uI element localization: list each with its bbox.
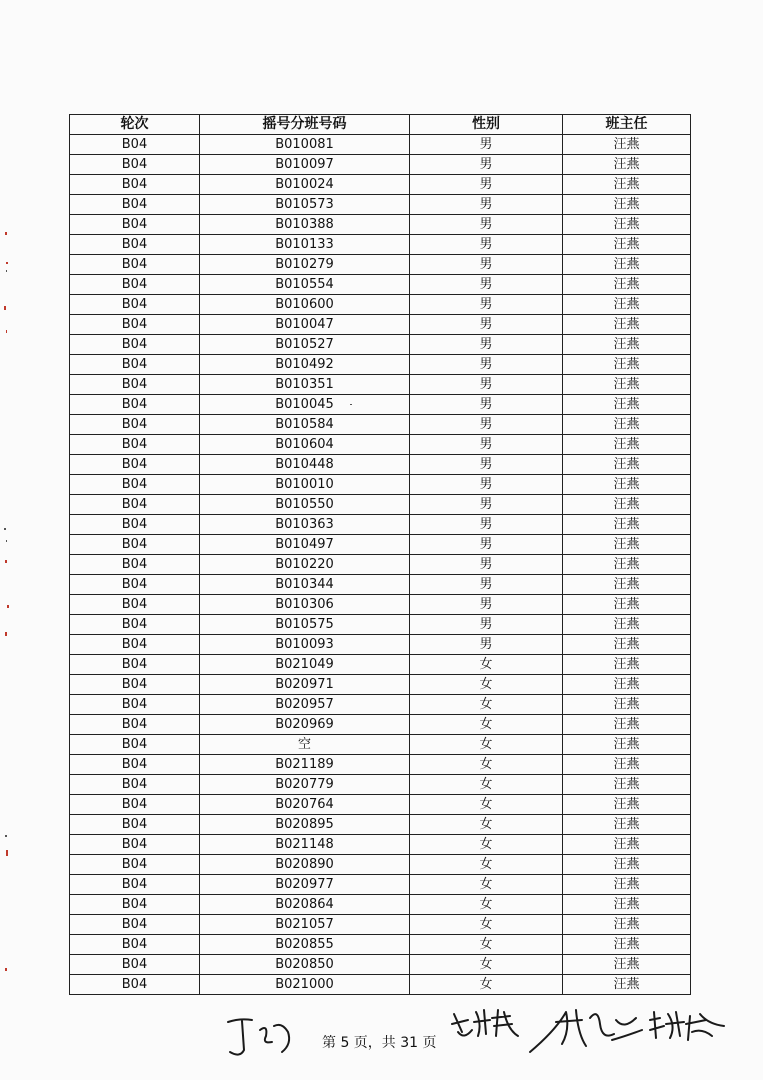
cell-lottery-number: B021000 xyxy=(200,975,410,995)
cell-lottery-number: B020977 xyxy=(200,875,410,895)
cell-round: B04 xyxy=(70,355,200,375)
cell-lottery-number: B010010 xyxy=(200,475,410,495)
cell-gender: 男 xyxy=(410,335,563,355)
cell-head-teacher: 汪燕 xyxy=(563,475,691,495)
cell-lottery-number: B010081 xyxy=(200,135,410,155)
cell-head-teacher: 汪燕 xyxy=(563,715,691,735)
cell-head-teacher: 汪燕 xyxy=(563,555,691,575)
cell-head-teacher: 汪燕 xyxy=(563,235,691,255)
cell-head-teacher: 汪燕 xyxy=(563,415,691,435)
cell-gender: 男 xyxy=(410,495,563,515)
cell-lottery-number: B010093 xyxy=(200,635,410,655)
cell-round: B04 xyxy=(70,475,200,495)
header-head-teacher: 班主任 xyxy=(563,115,691,135)
cell-round: B04 xyxy=(70,735,200,755)
cell-round: B04 xyxy=(70,215,200,235)
cell-gender: 男 xyxy=(410,195,563,215)
cell-lottery-number: B010448 xyxy=(200,455,410,475)
cell-lottery-number: B021148 xyxy=(200,835,410,855)
cell-round: B04 xyxy=(70,535,200,555)
cell-lottery-number: B010306 xyxy=(200,595,410,615)
cell-lottery-number: B020957 xyxy=(200,695,410,715)
cell-gender: 女 xyxy=(410,855,563,875)
cell-lottery-number: B010351 xyxy=(200,375,410,395)
cell-head-teacher: 汪燕 xyxy=(563,635,691,655)
cell-head-teacher: 汪燕 xyxy=(563,955,691,975)
cell-round: B04 xyxy=(70,595,200,615)
cell-round: B04 xyxy=(70,515,200,535)
cell-head-teacher: 汪燕 xyxy=(563,935,691,955)
cell-lottery-number: B020969 xyxy=(200,715,410,735)
cell-lottery-number: B010047 xyxy=(200,315,410,335)
cell-gender: 男 xyxy=(410,375,563,395)
cell-lottery-number: B010554 xyxy=(200,275,410,295)
cell-head-teacher: 汪燕 xyxy=(563,795,691,815)
cell-lottery-number: B020764 xyxy=(200,795,410,815)
cell-lottery-number: B010550 xyxy=(200,495,410,515)
cell-lottery-number: B010133 xyxy=(200,235,410,255)
cell-round: B04 xyxy=(70,755,200,775)
cell-round: B04 xyxy=(70,835,200,855)
cell-round: B04 xyxy=(70,795,200,815)
cell-head-teacher: 汪燕 xyxy=(563,815,691,835)
cell-gender: 女 xyxy=(410,695,563,715)
cell-round: B04 xyxy=(70,295,200,315)
cell-lottery-number: B021049 xyxy=(200,655,410,675)
cell-lottery-number: B010604 xyxy=(200,435,410,455)
cell-round: B04 xyxy=(70,875,200,895)
cell-gender: 女 xyxy=(410,675,563,695)
cell-lottery-number: B010388 xyxy=(200,215,410,235)
cell-lottery-number: B010527 xyxy=(200,335,410,355)
cell-gender: 女 xyxy=(410,735,563,755)
cell-head-teacher: 汪燕 xyxy=(563,895,691,915)
cell-round: B04 xyxy=(70,775,200,795)
cell-head-teacher: 汪燕 xyxy=(563,735,691,755)
cell-head-teacher: 汪燕 xyxy=(563,135,691,155)
cell-gender: 女 xyxy=(410,875,563,895)
cell-round: B04 xyxy=(70,455,200,475)
cell-round: B04 xyxy=(70,615,200,635)
cell-head-teacher: 汪燕 xyxy=(563,335,691,355)
cell-gender: 男 xyxy=(410,595,563,615)
cell-lottery-number: 空 xyxy=(200,735,410,755)
cell-gender: 男 xyxy=(410,275,563,295)
cell-lottery-number: B010600 xyxy=(200,295,410,315)
cell-gender: 女 xyxy=(410,975,563,995)
cell-head-teacher: 汪燕 xyxy=(563,515,691,535)
cell-round: B04 xyxy=(70,195,200,215)
cell-gender: 男 xyxy=(410,515,563,535)
cell-head-teacher: 汪燕 xyxy=(563,455,691,475)
cell-gender: 男 xyxy=(410,395,563,415)
cell-round: B04 xyxy=(70,635,200,655)
cell-gender: 男 xyxy=(410,435,563,455)
cell-gender: 女 xyxy=(410,715,563,735)
cell-gender: 女 xyxy=(410,915,563,935)
cell-head-teacher: 汪燕 xyxy=(563,295,691,315)
cell-lottery-number: B010024 xyxy=(200,175,410,195)
cell-head-teacher: 汪燕 xyxy=(563,915,691,935)
cell-gender: 男 xyxy=(410,315,563,335)
cell-round: B04 xyxy=(70,155,200,175)
cell-gender: 女 xyxy=(410,935,563,955)
cell-gender: 男 xyxy=(410,555,563,575)
cell-head-teacher: 汪燕 xyxy=(563,215,691,235)
cell-head-teacher: 汪燕 xyxy=(563,195,691,215)
cell-head-teacher: 汪燕 xyxy=(563,875,691,895)
cell-gender: 男 xyxy=(410,535,563,555)
cell-gender: 女 xyxy=(410,755,563,775)
page-number: 第 5 页，共 31 页 xyxy=(322,1035,437,1051)
cell-round: B04 xyxy=(70,335,200,355)
cell-round: B04 xyxy=(70,315,200,335)
cell-lottery-number: B010045 xyxy=(200,395,410,415)
cell-head-teacher: 汪燕 xyxy=(563,535,691,555)
cell-lottery-number: B020855 xyxy=(200,935,410,955)
cell-lottery-number: B010573 xyxy=(200,195,410,215)
cell-lottery-number: B020779 xyxy=(200,775,410,795)
cell-gender: 男 xyxy=(410,575,563,595)
cell-round: B04 xyxy=(70,575,200,595)
cell-head-teacher: 汪燕 xyxy=(563,835,691,855)
cell-lottery-number: B010220 xyxy=(200,555,410,575)
cell-round: B04 xyxy=(70,235,200,255)
cell-round: B04 xyxy=(70,395,200,415)
header-lottery-number: 摇号分班号码 xyxy=(200,115,410,135)
cell-gender: 男 xyxy=(410,295,563,315)
cell-head-teacher: 汪燕 xyxy=(563,435,691,455)
cell-head-teacher: 汪燕 xyxy=(563,495,691,515)
cell-round: B04 xyxy=(70,435,200,455)
cell-head-teacher: 汪燕 xyxy=(563,255,691,275)
cell-head-teacher: 汪燕 xyxy=(563,755,691,775)
cell-gender: 男 xyxy=(410,135,563,155)
cell-lottery-number: B020864 xyxy=(200,895,410,915)
cell-lottery-number: B010497 xyxy=(200,535,410,555)
cell-round: B04 xyxy=(70,275,200,295)
cell-lottery-number: B010344 xyxy=(200,575,410,595)
cell-round: B04 xyxy=(70,935,200,955)
cell-round: B04 xyxy=(70,915,200,935)
cell-lottery-number: B010584 xyxy=(200,415,410,435)
cell-gender: 男 xyxy=(410,255,563,275)
cell-head-teacher: 汪燕 xyxy=(563,575,691,595)
cell-round: B04 xyxy=(70,955,200,975)
cell-gender: 女 xyxy=(410,795,563,815)
cell-head-teacher: 汪燕 xyxy=(563,595,691,615)
cell-round: B04 xyxy=(70,255,200,275)
cell-gender: 男 xyxy=(410,455,563,475)
cell-round: B04 xyxy=(70,415,200,435)
header-gender: 性别 xyxy=(410,115,563,135)
cell-head-teacher: 汪燕 xyxy=(563,395,691,415)
cell-round: B04 xyxy=(70,495,200,515)
cell-head-teacher: 汪燕 xyxy=(563,315,691,335)
cell-head-teacher: 汪燕 xyxy=(563,615,691,635)
cell-head-teacher: 汪燕 xyxy=(563,975,691,995)
cell-gender: 男 xyxy=(410,415,563,435)
cell-gender: 女 xyxy=(410,955,563,975)
cell-round: B04 xyxy=(70,135,200,155)
cell-lottery-number: B020895 xyxy=(200,815,410,835)
cell-round: B04 xyxy=(70,975,200,995)
cell-lottery-number: B021189 xyxy=(200,755,410,775)
cell-round: B04 xyxy=(70,815,200,835)
cell-round: B04 xyxy=(70,715,200,735)
cell-head-teacher: 汪燕 xyxy=(563,855,691,875)
cell-head-teacher: 汪燕 xyxy=(563,155,691,175)
cell-gender: 女 xyxy=(410,655,563,675)
cell-head-teacher: 汪燕 xyxy=(563,655,691,675)
cell-round: B04 xyxy=(70,675,200,695)
cell-lottery-number: B010492 xyxy=(200,355,410,375)
cell-gender: 男 xyxy=(410,475,563,495)
cell-lottery-number: B020850 xyxy=(200,955,410,975)
cell-head-teacher: 汪燕 xyxy=(563,275,691,295)
cell-head-teacher: 汪燕 xyxy=(563,355,691,375)
cell-head-teacher: 汪燕 xyxy=(563,775,691,795)
cell-lottery-number: B010363 xyxy=(200,515,410,535)
cell-gender: 女 xyxy=(410,815,563,835)
cell-round: B04 xyxy=(70,855,200,875)
cell-gender: 女 xyxy=(410,775,563,795)
cell-gender: 男 xyxy=(410,355,563,375)
header-round: 轮次 xyxy=(70,115,200,135)
cell-round: B04 xyxy=(70,895,200,915)
cell-gender: 女 xyxy=(410,895,563,915)
cell-round: B04 xyxy=(70,375,200,395)
cell-gender: 男 xyxy=(410,175,563,195)
cell-lottery-number: B010097 xyxy=(200,155,410,175)
cell-head-teacher: 汪燕 xyxy=(563,675,691,695)
cell-lottery-number: B010575 xyxy=(200,615,410,635)
cell-lottery-number: B021057 xyxy=(200,915,410,935)
cell-gender: 男 xyxy=(410,215,563,235)
cell-round: B04 xyxy=(70,175,200,195)
cell-gender: 男 xyxy=(410,635,563,655)
cell-lottery-number: B020971 xyxy=(200,675,410,695)
cell-gender: 男 xyxy=(410,235,563,255)
cell-round: B04 xyxy=(70,655,200,675)
cell-head-teacher: 汪燕 xyxy=(563,695,691,715)
cell-head-teacher: 汪燕 xyxy=(563,175,691,195)
cell-lottery-number: B010279 xyxy=(200,255,410,275)
cell-head-teacher: 汪燕 xyxy=(563,375,691,395)
cell-round: B04 xyxy=(70,555,200,575)
cell-round: B04 xyxy=(70,695,200,715)
cell-gender: 女 xyxy=(410,835,563,855)
cell-gender: 男 xyxy=(410,615,563,635)
cell-gender: 男 xyxy=(410,155,563,175)
cell-lottery-number: B020890 xyxy=(200,855,410,875)
